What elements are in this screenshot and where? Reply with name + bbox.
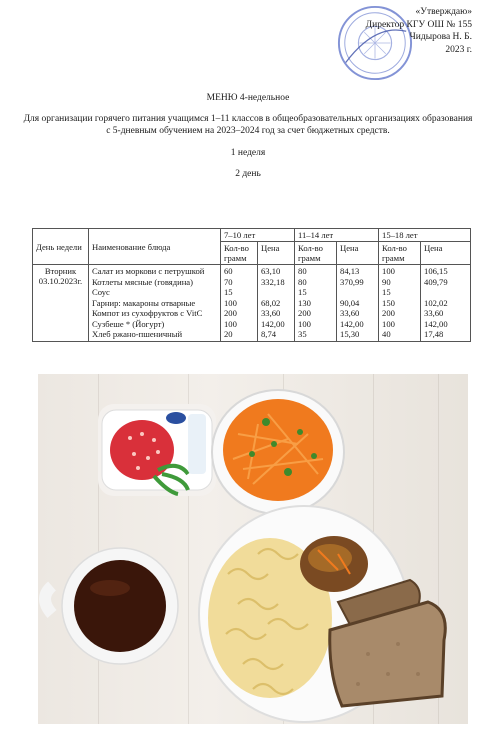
g3-price-list [421, 265, 471, 342]
table-header-row [33, 229, 471, 242]
tea-cup-icon [45, 548, 178, 664]
g3-qty: 150 [382, 297, 395, 308]
g3-price: 142,00 [424, 318, 448, 329]
subheader-price-1: Цена [258, 242, 295, 265]
g2-price: 84,13 [340, 266, 360, 276]
g2-price: 370,99 [340, 276, 364, 287]
g2-price: 90,04 [340, 297, 360, 308]
g2-price-list [337, 265, 379, 342]
g3-qty: 100 [382, 318, 395, 329]
dish-name: Котлеты мясные (говядина) [92, 276, 193, 287]
dish-name: Хлеб ржано-пшеничный [92, 329, 183, 339]
g1-qty: 100 [224, 297, 237, 308]
g3-price: 106,15 [424, 266, 448, 276]
g3-price: 102,02 [424, 297, 448, 308]
dish-name: Гарнир: макароны отварные [92, 297, 196, 308]
dish-name: Салат из моркови с петрушкой [92, 266, 205, 276]
g1-qty-list [221, 265, 258, 342]
day-label: 2 день [235, 169, 261, 179]
bread-slices-icon [330, 580, 446, 706]
menu-table [32, 228, 471, 342]
day-cell [33, 265, 89, 342]
g1-price: 332,18 [261, 276, 285, 287]
yogurt-cup-icon [98, 404, 216, 496]
subheader-qty-1: Кол-во грамм [221, 242, 258, 265]
header-age-group-1: 7–10 лет [221, 229, 295, 242]
approval-line-4: 2023 г. [445, 44, 472, 55]
g3-qty-list [379, 265, 421, 342]
dish-list [89, 265, 221, 342]
g3-qty: 90 [382, 276, 391, 287]
g3-qty: 100 [382, 266, 395, 276]
g1-qty: 70 [224, 276, 233, 287]
g2-price: 15,30 [340, 329, 360, 339]
menu-description-line-2: с 5-дневным обучением на 2023–2024 год за счет бюджетных средств. [106, 126, 390, 136]
approval-line-1: «Утверждаю» [415, 7, 472, 17]
table-row [33, 265, 471, 342]
menu-description-line-1: Для организации горячего питания учащимся 1–11 классов в общеобразовательных организациях образования [23, 114, 473, 124]
dish-name: Компот из сухофруктов с VitC [92, 308, 203, 318]
g3-price: 33,60 [424, 308, 444, 318]
day-date: 03.10.2023г. [38, 276, 83, 286]
g2-qty: 15 [298, 287, 307, 297]
g2-qty: 80 [298, 266, 307, 276]
dish-name: Соус [92, 287, 110, 297]
subheader-qty-3: Кол-во грамм [379, 242, 421, 265]
approval-line-2: Директор КГУ ОШ № 155 [365, 19, 472, 30]
g3-price [424, 287, 467, 298]
g2-price: 142,00 [340, 318, 364, 329]
g2-qty: 130 [298, 297, 311, 308]
g2-qty: 200 [298, 308, 311, 318]
week-label: 1 неделя [230, 148, 266, 158]
g1-price [261, 287, 291, 298]
g3-qty: 40 [382, 329, 391, 339]
subheader-qty-2: Кол-во грамм [295, 242, 337, 265]
g2-qty: 100 [298, 318, 311, 329]
approval-block [332, 6, 472, 56]
g2-price [340, 287, 375, 298]
g1-price: 142,00 [261, 318, 285, 329]
g1-qty: 15 [224, 287, 233, 297]
carrot-salad-bowl-icon [212, 390, 344, 514]
meal-photo [38, 374, 468, 724]
g1-qty: 60 [224, 266, 233, 276]
g1-price: 33,60 [261, 308, 281, 318]
g2-qty: 35 [298, 329, 307, 339]
g1-price-list [258, 265, 295, 342]
g1-qty: 200 [224, 308, 237, 318]
g1-price: 68,02 [261, 297, 281, 308]
dish-name: Сузбеше * (Йогурт) [92, 318, 165, 329]
g1-qty: 100 [224, 318, 237, 329]
header-dish: Наименование блюда [89, 229, 221, 265]
g2-qty-list [295, 265, 337, 342]
g3-price: 409,79 [424, 276, 448, 287]
menu-title: МЕНЮ 4-недельное [206, 93, 290, 103]
subheader-price-2: Цена [337, 242, 379, 265]
g3-qty: 200 [382, 308, 395, 318]
subheader-price-3: Цена [421, 242, 471, 265]
day-name: Вторник [44, 266, 77, 276]
header-age-group-2: 11–14 лет [295, 229, 379, 242]
header-age-group-3: 15–18 лет [379, 229, 471, 242]
g1-qty: 20 [224, 329, 233, 339]
g2-price: 33,60 [340, 308, 360, 318]
header-day: День недели [33, 229, 89, 265]
g2-qty: 80 [298, 276, 307, 287]
approval-line-3: Чидырова Н. Б. [409, 32, 472, 42]
g1-price: 63,10 [261, 266, 281, 276]
g1-price: 8,74 [261, 329, 277, 339]
g3-price: 17,48 [424, 329, 444, 339]
g3-qty: 15 [382, 287, 391, 297]
